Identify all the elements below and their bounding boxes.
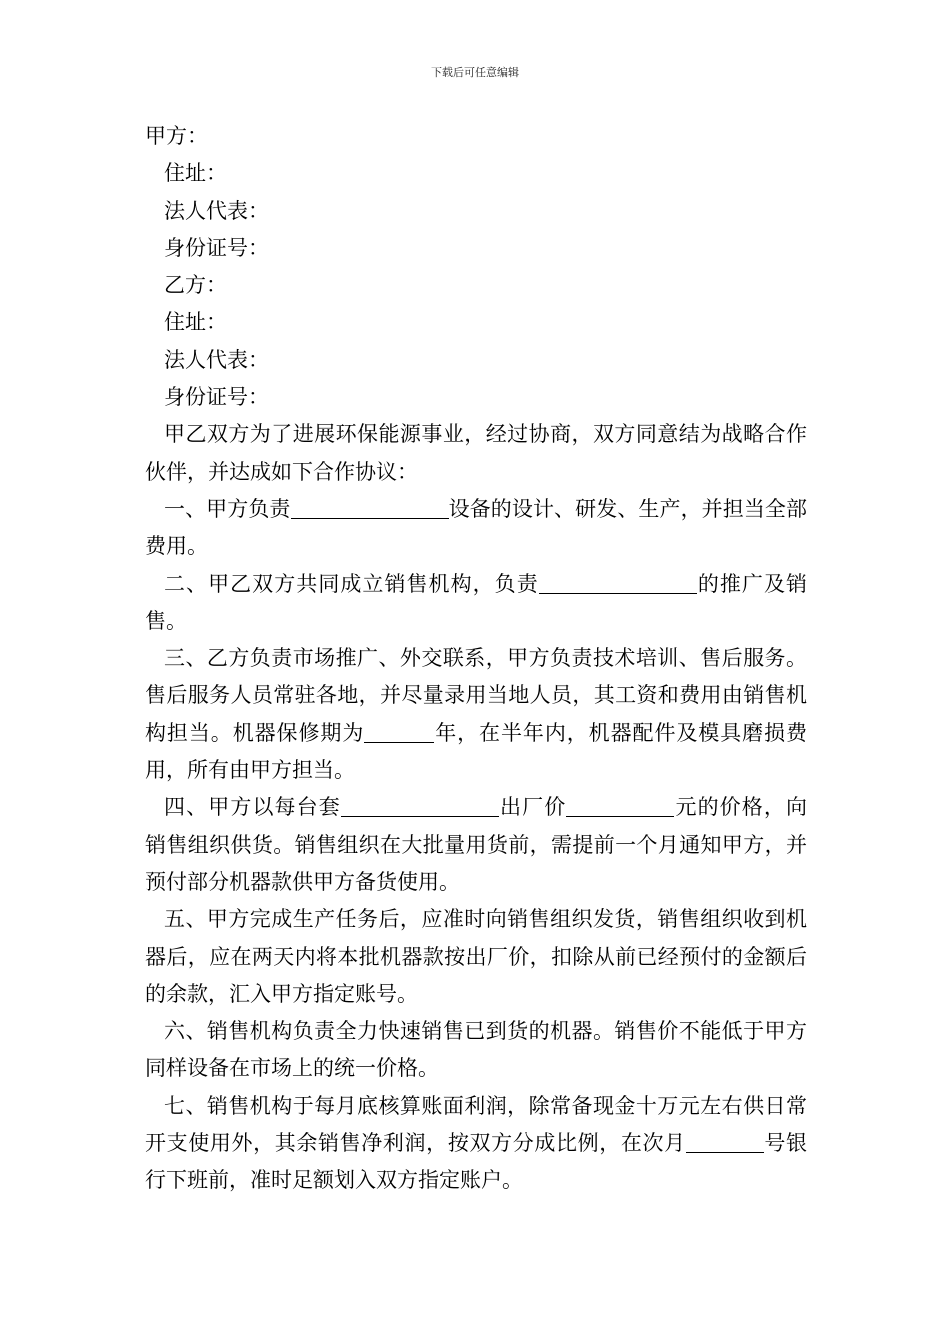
clause-4-text-b: 出厂价 xyxy=(498,795,567,820)
party-a-title: 甲方： xyxy=(145,124,208,148)
party-a-address: 住址： xyxy=(164,161,227,186)
party-b-id-number: 身份证号： xyxy=(164,385,269,410)
clause-2 xyxy=(145,566,807,641)
clause-4-text-c: 元的价格，向销售组织供货。销售组织在大批量用货前，需提前一个月通知甲方，并预付部分机器款供甲方备货使用。 xyxy=(145,795,808,894)
party-a-legal-rep: 法人代表： xyxy=(164,198,269,223)
clause-2-blank-product[interactable] xyxy=(539,571,697,594)
party-b-address: 住址： xyxy=(164,310,227,335)
clause-4-blank-price[interactable] xyxy=(566,794,674,817)
clause-3 xyxy=(145,640,807,789)
party-a-id-number: 身份证号： xyxy=(164,235,269,260)
page-header: 下载后可任意编辑 xyxy=(431,66,519,79)
clause-7-text-a: 七、销售机构于每月底核算账面利润，除常备现金十万元左右供日常开支使用外，其余销售净利润，按双方分成比例，在次月 xyxy=(145,1093,807,1156)
clause-1 xyxy=(145,491,807,566)
clause-7-text-b: 号银行下班前，准时足额划入双方指定账户。 xyxy=(145,1131,808,1193)
clause-2-text-b: 的推广及销售。 xyxy=(145,571,808,633)
clause-7-blank-day[interactable] xyxy=(686,1130,764,1153)
clause-1-text-a: 一、甲方负责 xyxy=(164,496,291,521)
clause-3-blank-warranty-years[interactable] xyxy=(364,720,434,743)
party-b-legal-rep: 法人代表： xyxy=(164,347,269,372)
contract-body xyxy=(145,118,807,1200)
clause-3-text-b: 年，在半年内，机器配件及模具磨损费用，所有由甲方担当。 xyxy=(145,720,808,783)
clause-4-text-a: 四、甲方以每台套 xyxy=(164,795,341,820)
clause-5-text-a: 五、甲方完成生产任务后，应准时向销售组织发货，销售组织收到机器后，应在两天内将本批机器款按出厂价，扣除从前已经预付的金额后的余款，汇入甲方指定账号。 xyxy=(145,907,807,1006)
clause-5 xyxy=(145,901,807,1013)
clause-1-text-b: 设备的设计、研发、生产，并担当全部费用。 xyxy=(145,496,808,559)
intro-paragraph: 甲乙双方为了进展环保能源事业，经过协商，双方同意结为战略合作伙伴，并达成如下合作协议： xyxy=(145,422,807,484)
clause-7 xyxy=(145,1088,807,1200)
party-b-title: 乙方： xyxy=(164,273,227,298)
clause-6-text-a: 六、销售机构负责全力快速销售已到货的机器。销售价不能低于甲方同样设备在市场上的统一价格。 xyxy=(145,1019,807,1081)
clause-2-text-a: 二、甲乙双方共同成立销售机构，负责 xyxy=(164,571,539,596)
clause-4 xyxy=(145,789,807,901)
clause-1-blank-equipment[interactable] xyxy=(291,496,449,519)
clause-3-text-a: 三、乙方负责市场推广、外交联系，甲方负责技术培训、售后服务。售后服务人员常驻各地，并尽量录用当地人员，其工资和费用由销售机构担当。机器保修期为 xyxy=(145,646,807,745)
clause-6 xyxy=(145,1013,807,1088)
clause-4-blank-unit[interactable] xyxy=(341,794,499,817)
